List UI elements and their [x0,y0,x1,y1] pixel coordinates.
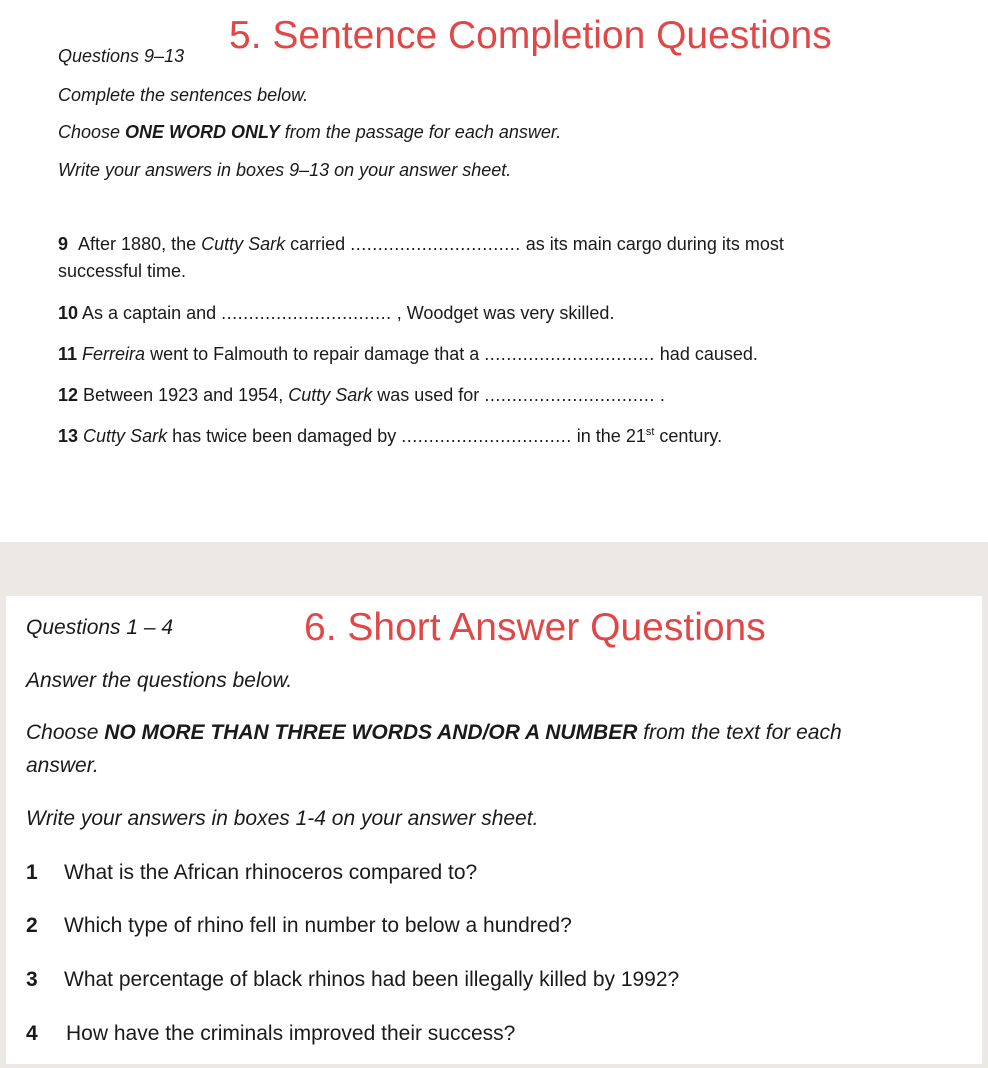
short-answer-panel [6,596,982,1064]
question-text: as its main cargo during its most [520,234,784,254]
section-6-title: 6. Short Answer Questions [304,606,766,649]
question-text: What is the African rhinoceros compared to? [64,861,478,884]
question-text: was used for [372,385,480,405]
answer-blank-13: ............................... [401,426,572,446]
answer-blank-11: ............................... [484,344,655,364]
question-text: in the 21 [571,426,646,446]
question-number: 4 [26,1022,38,1045]
question-text: As a captain and [78,303,217,323]
question-text: century. [654,426,723,446]
ship-name: Cutty Sark [288,385,373,405]
question-11 [58,344,758,365]
question-text: , Woodget was very skilled. [391,303,615,323]
section-5-title: 5. Sentence Completion Questions [229,14,832,57]
question-number: 11 [58,344,78,364]
question-text: had caused. [654,344,758,364]
question-12 [58,385,665,406]
question-number: 12 [58,385,79,405]
instruction-write-6: Write your answers in boxes 1-4 on your answer sheet. [26,807,539,830]
question-13 [58,426,722,447]
instruction-choose-post: from the text for each [637,721,842,744]
question-10 [58,303,614,324]
ship-name: Ferreira [82,344,146,364]
question-number: 9 [58,234,69,254]
question-text: Between 1923 and 1954, [78,385,289,405]
instruction-answer: Answer the questions below. [26,669,293,692]
question-number: 3 [26,968,38,991]
question-text: went to Falmouth to repair damage that a [145,344,480,364]
question-text: . [654,385,665,405]
question-text: What percentage of black rhinos had been illegally killed by 1992? [64,968,680,991]
instruction-choose-bold: ONE WORD ONLY [125,122,280,142]
instruction-choose-pre: Choose [26,721,105,744]
question-9-continued: successful time. [58,261,187,281]
short-question-1 [26,861,477,885]
short-question-3 [26,968,679,992]
answer-blank-10: ............................... [221,303,392,323]
instruction-choose-6-line2: answer. [26,754,99,777]
instruction-choose-pre: Choose [58,122,126,142]
question-text: Which type of rhino fell in number to below a hundred? [64,914,572,937]
question-number: 13 [58,426,79,446]
instruction-choose [58,122,561,143]
question-text: has twice been damaged by [167,426,397,446]
question-number: 2 [26,914,38,937]
answer-blank-9: ............................... [350,234,521,254]
ordinal-suffix: st [645,426,655,438]
answer-blank-12: ............................... [484,385,655,405]
questions-1-4-label: Questions 1 – 4 [26,616,174,639]
instruction-choose-bold: NO MORE THAN THREE WORDS AND/OR A NUMBER [104,721,638,744]
question-number: 1 [26,861,38,884]
short-question-4 [26,1022,515,1046]
question-text: After 1880, the [78,234,202,254]
question-number: 10 [58,303,79,323]
question-9 [58,234,784,255]
short-question-2 [26,914,572,938]
ship-name: Cutty Sark [201,234,286,254]
instruction-choose-6 [26,721,842,745]
question-text: How have the criminals improved their success? [66,1022,516,1045]
instruction-complete: Complete the sentences below. [58,85,309,105]
instruction-choose-post: from the passage for each answer. [279,122,562,142]
questions-9-13-label: Questions 9–13 [58,46,185,66]
question-text: carried [285,234,346,254]
ship-name: Cutty Sark [83,426,168,446]
instruction-write: Write your answers in boxes 9–13 on your answer sheet. [58,160,512,180]
